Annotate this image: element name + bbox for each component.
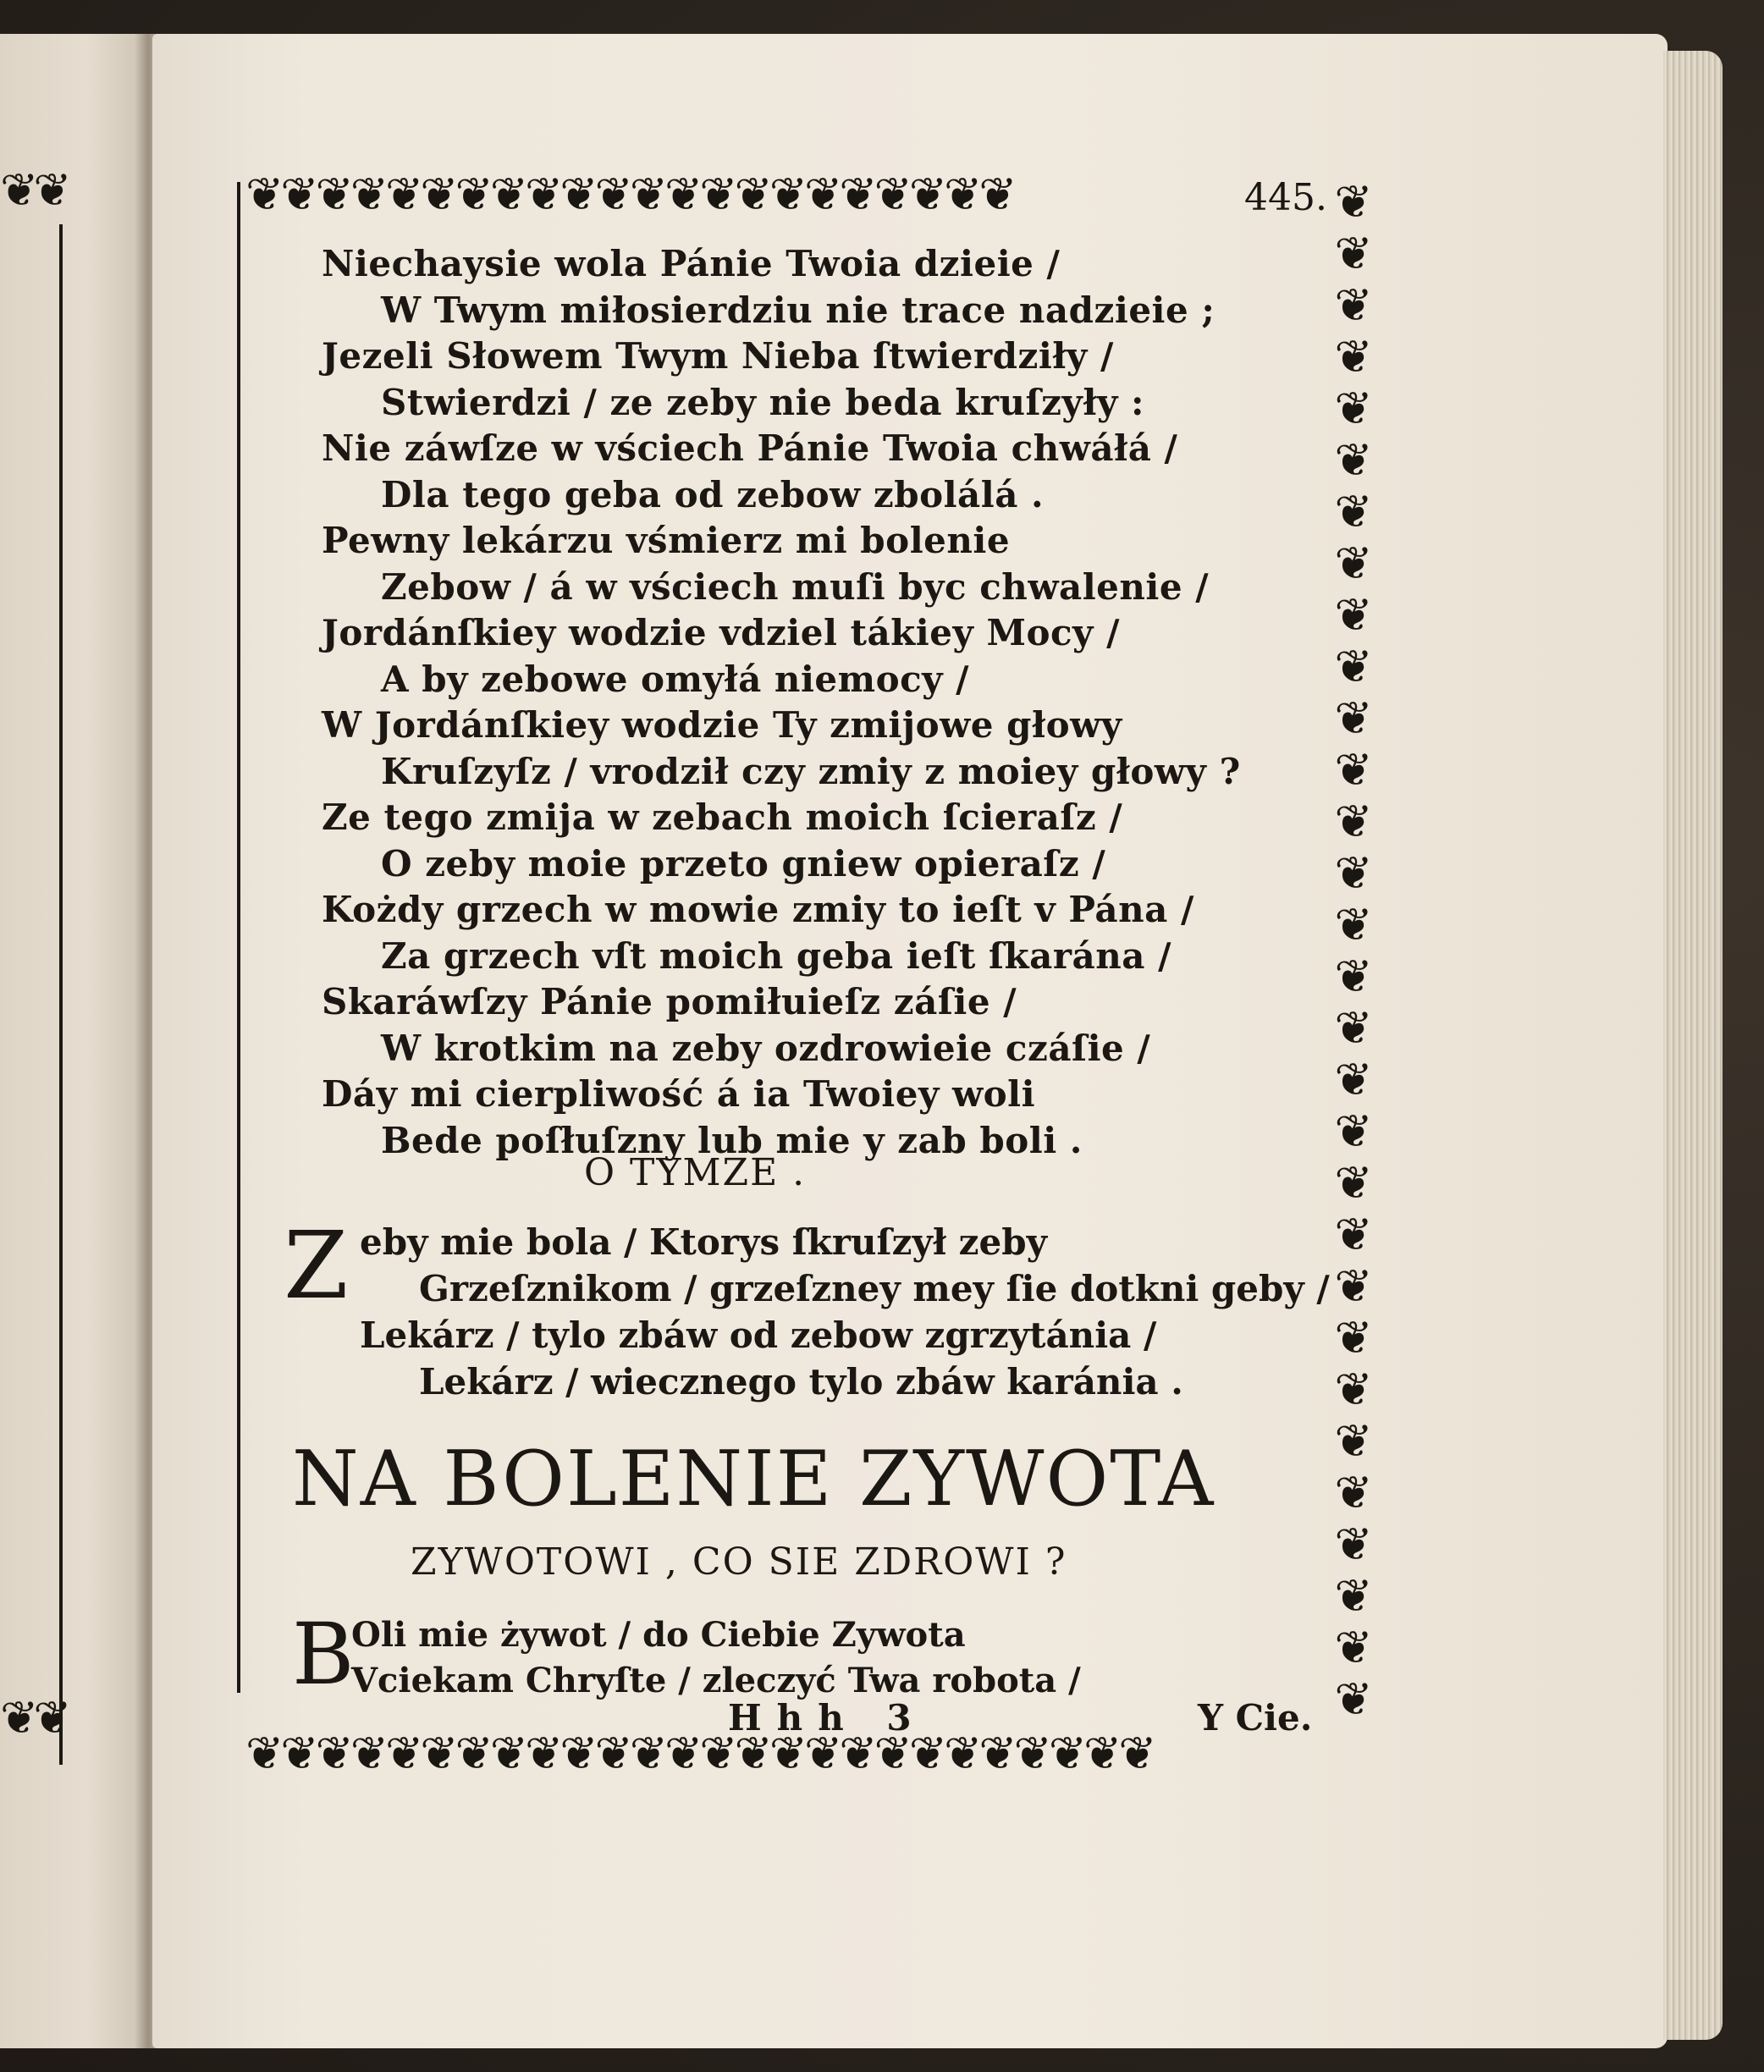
ornament-glyph: ❦ xyxy=(804,168,840,221)
ornament-glyph: ❦ xyxy=(1334,1466,1373,1519)
ornament-glyph: ❦ xyxy=(594,1727,630,1780)
ornament-glyph: ❦ xyxy=(1334,1053,1373,1106)
ornament-glyph: ❦ xyxy=(1334,382,1373,435)
verse-line: Jezeli Słowem Twym Nieba ſtwierdziły / xyxy=(322,335,1114,377)
ornament-glyph: ❦ xyxy=(1334,278,1373,332)
frame-left-rule xyxy=(237,182,240,1693)
ornament-glyph: ❦ xyxy=(1048,1727,1083,1780)
ornament-glyph: ❦ xyxy=(804,1727,840,1780)
ornament-glyph: ❦ xyxy=(1334,1001,1373,1055)
ornament-glyph: ❦ xyxy=(1083,1727,1119,1780)
verse-line: Stwierdzi / ze zeby nie beda kruſzyły : xyxy=(381,381,1145,423)
left-page-border-rule xyxy=(59,224,63,1765)
ornament-glyph: ❦ xyxy=(1118,1727,1154,1780)
verse-line: W krotkim na zeby ozdrowieie czáſie / xyxy=(381,1027,1151,1069)
ornament-glyph: ❦ xyxy=(1013,1727,1049,1780)
verse-line: Oli mie żywot / do Ciebie Zywota xyxy=(351,1615,966,1655)
verse-line: Dla tego geba od zebow zbolálá . xyxy=(381,473,1045,515)
verse-block xyxy=(322,241,1320,1164)
ornament-glyph: ❦ xyxy=(1334,846,1373,900)
ornament-glyph: ❦ xyxy=(315,168,350,221)
verse-line: Za grzech vſt moich geba ieſt ſkarána / xyxy=(381,934,1171,977)
ornament-glyph: ❦ xyxy=(455,168,490,221)
verse-block-2 xyxy=(360,1219,1330,1405)
verse-line: Ze tego zmija w zebach moich ſcieraſz / xyxy=(322,796,1123,838)
ornament-glyph: ❦ xyxy=(1334,227,1373,280)
ornament-glyph: ❦ xyxy=(33,1693,67,1744)
ornament-glyph: ❦ xyxy=(1334,743,1373,796)
ornament-glyph: ❦ xyxy=(978,1727,1014,1780)
ornament-glyph: ❦ xyxy=(944,1727,979,1780)
ornament-glyph: ❦ xyxy=(908,168,944,221)
page-number: 445. xyxy=(1244,176,1327,219)
ornament-glyph: ❦ xyxy=(769,168,804,221)
ornament-glyph: ❦ xyxy=(1334,433,1373,487)
ornament-glyph: ❦ xyxy=(1334,330,1373,383)
ornament-glyph: ❦ xyxy=(560,168,595,221)
ornament-glyph: ❦ xyxy=(769,1727,804,1780)
ornament-glyph: ❦ xyxy=(1334,950,1373,1003)
ornament-glyph: ❦ xyxy=(1334,1208,1373,1261)
verse-line: W Jordánſkiey wodzie Ty zmijowe głowy xyxy=(322,704,1122,746)
ornament-glyph: ❦ xyxy=(1334,1105,1373,1158)
ornament-glyph: ❦ xyxy=(525,1727,560,1780)
ornament-glyph: ❦ xyxy=(489,1727,525,1780)
verse-line: Bede poſłuſzny lub mie y zab boli . xyxy=(381,1119,1083,1161)
left-page-top-ornament xyxy=(0,165,68,219)
page-edges xyxy=(1663,51,1723,2040)
ornament-glyph: ❦ xyxy=(734,1727,769,1780)
ornament-glyph: ❦ xyxy=(0,1693,34,1744)
chapter-subtitle: ZYWOTOWI , CO SIE ZDROWI ? xyxy=(411,1540,1067,1584)
verse-line: Pewny lekárzu vśmierz mi bolenie xyxy=(322,520,1011,561)
ornament-glyph: ❦ xyxy=(874,168,909,221)
ornament-glyph: ❦ xyxy=(1334,898,1373,951)
verse-line: O zeby moie przeto gniew opieraſz / xyxy=(381,842,1106,884)
verse-block-3 xyxy=(351,1612,1081,1704)
verse-line: A by zebowe omyłá niemocy / xyxy=(381,658,970,700)
ornament-glyph: ❦ xyxy=(699,168,735,221)
verse-line: W Twym miłosierdziu nie trace nadzieie ; xyxy=(381,289,1216,331)
ornament-glyph: ❦ xyxy=(245,168,281,221)
section-heading: O TYMZE . xyxy=(584,1151,807,1194)
signature-mark: Hhh 3 xyxy=(728,1697,927,1739)
ornament-glyph: ❦ xyxy=(1334,1156,1373,1210)
verse-line: eby mie bola / Ktorys ſkruſzył zeby xyxy=(360,1221,1047,1263)
ornament-glyph: ❦ xyxy=(1334,485,1373,538)
verse-line: Grzeſznikom / grzeſzney mey ſie dotkni geby / xyxy=(419,1268,1330,1309)
ornament-glyph: ❦ xyxy=(908,1727,944,1780)
left-page-bottom-ornament xyxy=(0,1693,68,1747)
ornament-glyph: ❦ xyxy=(455,1727,490,1780)
ornament-glyph: ❦ xyxy=(1334,640,1373,693)
ornament-glyph: ❦ xyxy=(525,168,560,221)
ornament-glyph: ❦ xyxy=(420,168,455,221)
verse-line: Nie záwſze w vściech Pánie Twoia chwáłá / xyxy=(322,427,1178,469)
ornament-glyph: ❦ xyxy=(978,168,1014,221)
ornament-glyph: ❦ xyxy=(1334,1518,1373,1571)
ornament-glyph: ❦ xyxy=(1334,692,1373,745)
ornament-glyph: ❦ xyxy=(594,168,630,221)
ornament-glyph: ❦ xyxy=(0,165,34,217)
ornament-glyph: ❦ xyxy=(1334,1672,1373,1726)
ornament-glyph: ❦ xyxy=(33,165,67,217)
ornament-glyph: ❦ xyxy=(1334,176,1373,229)
ornament-glyph: ❦ xyxy=(734,168,769,221)
chapter-title: NA BOLENIE ZYWOTA xyxy=(292,1435,1216,1524)
ornament-glyph: ❦ xyxy=(839,168,874,221)
catchword: Y Cie. xyxy=(1198,1697,1313,1739)
ornament-glyph: ❦ xyxy=(839,1727,874,1780)
ornament-glyph: ❦ xyxy=(699,1727,735,1780)
ornament-glyph: ❦ xyxy=(664,168,700,221)
top-ornament-border xyxy=(245,168,1236,222)
verse-line: Vciekam Chryſte / zleczyć Twa robota / xyxy=(351,1661,1081,1700)
ornament-glyph: ❦ xyxy=(245,1727,281,1780)
ornament-glyph: ❦ xyxy=(560,1727,595,1780)
ornament-glyph: ❦ xyxy=(1334,1621,1373,1674)
ornament-glyph: ❦ xyxy=(1334,1311,1373,1364)
ornament-glyph: ❦ xyxy=(1334,537,1373,590)
verse-line: Zebow / á w vściech muſi byc chwalenie / xyxy=(381,565,1210,608)
ornament-glyph: ❦ xyxy=(350,1727,385,1780)
ornament-glyph: ❦ xyxy=(420,1727,455,1780)
ornament-glyph: ❦ xyxy=(1334,588,1373,642)
verse-line: Niechaysie wola Pánie Twoia dzieie / xyxy=(322,243,1061,284)
ornament-glyph: ❦ xyxy=(874,1727,909,1780)
ornament-glyph: ❦ xyxy=(1334,1414,1373,1468)
drop-cap-b: B xyxy=(292,1605,355,1704)
ornament-glyph: ❦ xyxy=(1334,1569,1373,1623)
ornament-glyph: ❦ xyxy=(1334,1363,1373,1416)
ornament-glyph: ❦ xyxy=(280,168,316,221)
ornament-glyph: ❦ xyxy=(944,168,979,221)
ornament-glyph: ❦ xyxy=(315,1727,350,1780)
verse-line: Kruſzyſz / vrodził czy zmiy z moiey głowy ? xyxy=(381,750,1241,792)
verse-line: Kożdy grzech w mowie zmiy to ieſt v Pána / xyxy=(322,889,1194,930)
ornament-glyph: ❦ xyxy=(629,168,664,221)
ornament-glyph: ❦ xyxy=(350,168,385,221)
ornament-glyph: ❦ xyxy=(1334,1259,1373,1313)
ornament-glyph: ❦ xyxy=(1334,795,1373,848)
ornament-glyph: ❦ xyxy=(385,168,421,221)
ornament-glyph: ❦ xyxy=(489,168,525,221)
verse-line: Lekárz / tylo zbáw od zebow zgrzytánia / xyxy=(360,1314,1157,1356)
ornament-glyph: ❦ xyxy=(385,1727,421,1780)
ornament-glyph: ❦ xyxy=(664,1727,700,1780)
verse-line: Lekárz / wiecznego tylo zbáw karánia . xyxy=(419,1361,1183,1402)
verse-line: Dáy mi cierpliwość á ia Twoiey woli xyxy=(322,1073,1036,1115)
drop-cap-z: Z xyxy=(284,1211,349,1320)
ornament-glyph: ❦ xyxy=(280,1727,316,1780)
verse-line: Jordánſkiey wodzie vdziel tákiey Mocy / xyxy=(322,612,1120,653)
ornament-glyph: ❦ xyxy=(629,1727,664,1780)
right-ornament-border xyxy=(1322,176,1385,1742)
verse-line: Skaráwſzy Pánie pomiłuieſz záſie / xyxy=(322,981,1017,1022)
